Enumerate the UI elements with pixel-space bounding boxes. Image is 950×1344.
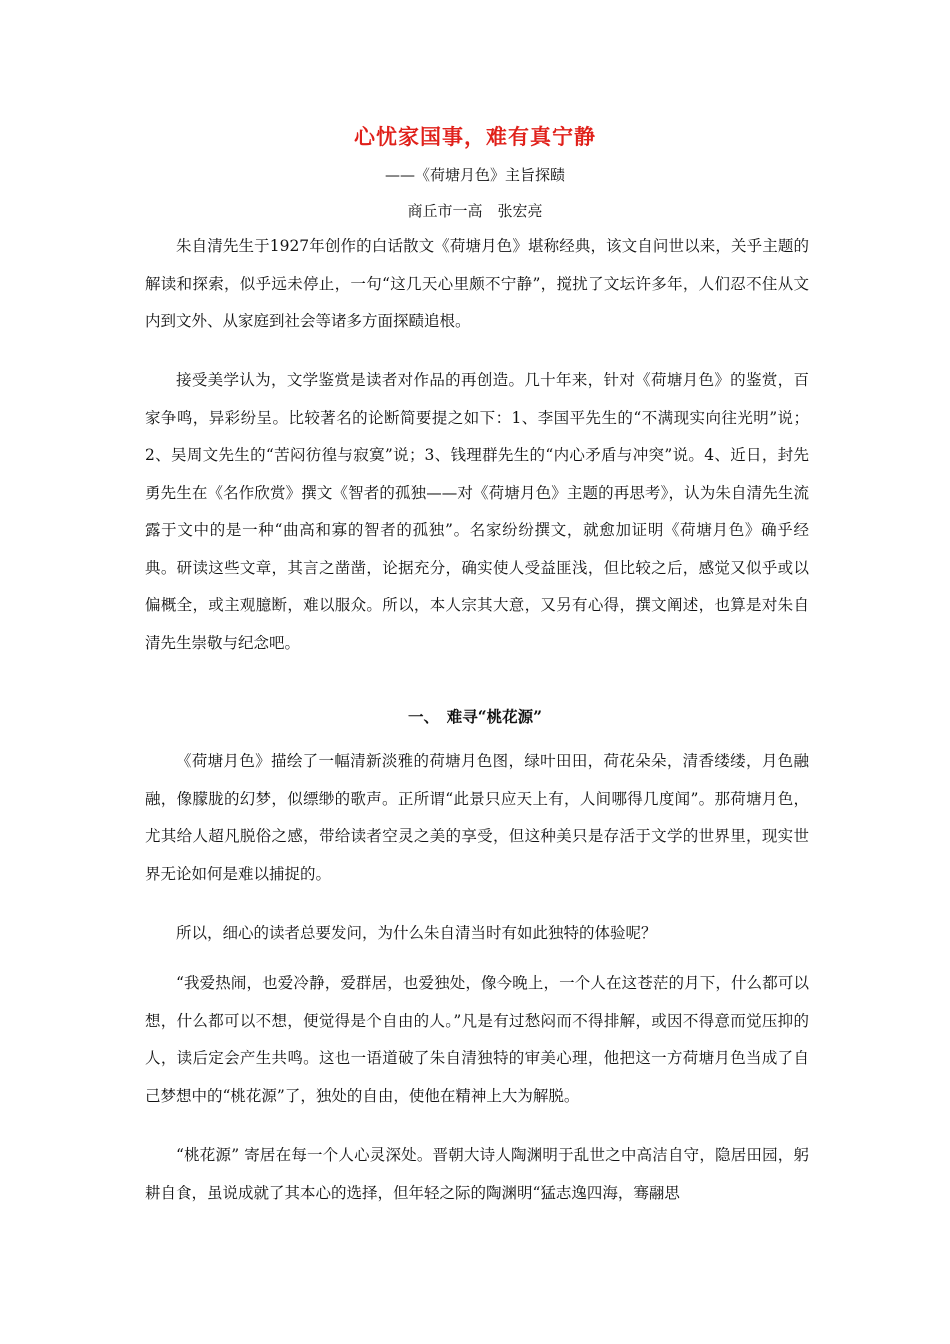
author-line: 商丘市一高 张宏亮 — [407, 202, 543, 220]
section-paragraph-3: “我爱热闹，也爱冷静，爱群居，也爱独处，像今晚上，一个人在这苍茫的月下，什么都可以想，什么都可以不想，便觉得是个自由的人。”凡是有过愁闷而不得排解，或因不得意而觉压抑的人，读后定会产生共鸣。这也一语道破了朱自清独特的审美心理，他把这一方荷塘月色当成了自己梦想中的“桃花源”了，独处的自由，使他在精神上大为解脱。 — [145, 974, 809, 1105]
intro-paragraph-2: 接受美学认为，文学鉴赏是读者对作品的再创造。几十年来，针对《荷塘月色》的鉴赏，百家争鸣，异彩纷呈。比较著名的论断简要提之如下：1、李国平先生的“不满现实向往光明”说；2、吴周文先生的“苦闷彷徨与寂寞”说；3、钱理群先生的“内心矛盾与冲突”说。4、近日，封先勇先生在《名作欣赏》撰文《智者的孤独——对《荷塘月色》主题的再思考》，认为朱自清先生流露于文中的是一种“曲高和寡的智者的孤独”。名家纷纷撰文，就愈加证明《荷塘月色》确乎经典。研读这些文章，其言之凿凿，论据充分，确实使人受益匪浅，但比较之后，感觉又似乎或以偏概全，或主观臆断，难以服众。所以，本人宗其大意，又另有心得，撰文阐述，也算是对朱自清先生崇敬与纪念吧。 — [145, 371, 809, 652]
section-heading: 一、 难寻“桃花源” — [407, 707, 543, 726]
section-paragraph-2: 所以，细心的读者总要发问，为什么朱自清当时有如此独特的体验呢？ — [176, 924, 657, 942]
document-title: 心忧家国事，难有真宁静 — [354, 124, 596, 149]
document-subtitle: ——《荷塘月色》主旨探赜 — [384, 166, 565, 184]
section-paragraph-4: “桃花源” 寄居在每一个人心灵深处。晋朝大诗人陶渊明于乱世之中高洁自守，隐居田园，躬耕自食，虽说成就了其本心的选择，但年轻之际的陶渊明“猛志逸四海，骞翮思 — [145, 1146, 809, 1202]
section-paragraph-1: 《荷塘月色》描绘了一幅清新淡雅的荷塘月色图，绿叶田田，荷花朵朵，清香缕缕，月色融融，像朦胧的幻梦，似缥缈的歌声。正所谓“此景只应天上有，人间哪得几度闻”。那荷塘月色，尤其给人超凡脱俗之感，带给读者空灵之美的享受，但这种美只是存活于文学的世界里，现实世界无论如何是难以捕捉的。 — [145, 752, 809, 883]
intro-paragraph-1: 朱自清先生于1927年创作的白话散文《荷塘月色》堪称经典，该文自问世以来，关乎主题的解读和探索，似乎远未停止，一句“这几天心里颇不宁静”，搅扰了文坛许多年，人们忍不住从文内到文外、从家庭到社会等诸多方面探赜追根。 — [145, 237, 809, 330]
